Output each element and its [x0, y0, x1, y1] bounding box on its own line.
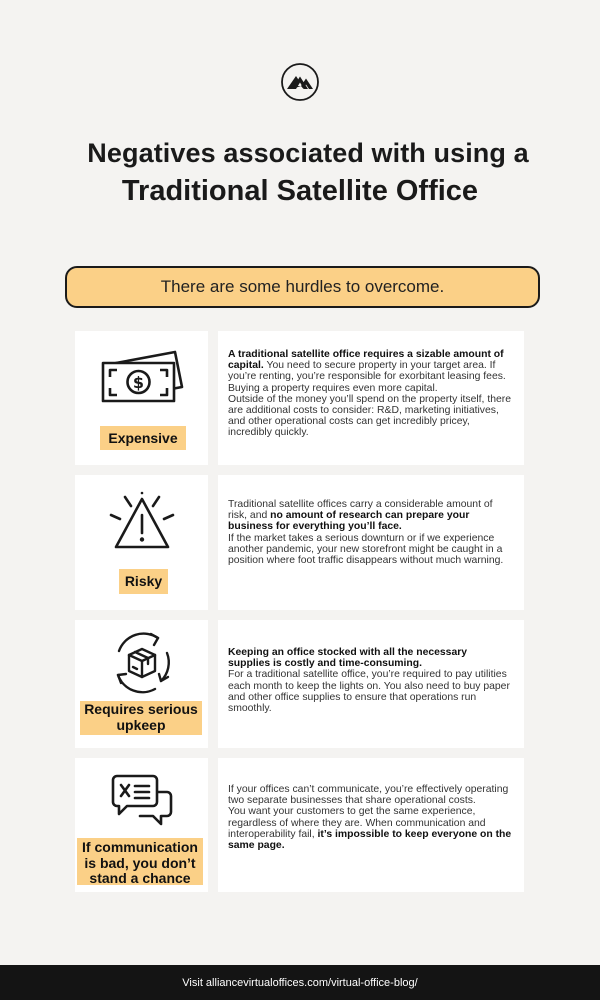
text-card-upkeep — [218, 620, 524, 748]
page-title — [0, 135, 600, 210]
text-card-risky — [218, 475, 524, 610]
icon-card-risky — [75, 475, 208, 610]
chat-bubbles-icon — [109, 772, 175, 828]
title-line-1: Negatives associated with using a — [87, 138, 529, 168]
expensive-p1: You need to secure property in your target area. If you’re renting, you’re responsible for exorbitant leasing fees. Buying a property requires even more capital. — [228, 360, 506, 394]
communication-description — [228, 784, 512, 851]
money-bill-icon — [99, 347, 185, 405]
expensive-p2: Outside of the money you’ll spend on the property itself, there are additional costs to consider: R&D, marketing initiatives, and other operational costs can get incredibly pricey, incredibly quickly. — [228, 393, 512, 439]
text-card-communication — [218, 758, 524, 892]
risky-p2: If the market takes a serious downturn or if we experience another pandemic, your new storefront might be caught in a position where foot traffic disappears without much warning. — [228, 532, 504, 567]
icon-card-expensive — [75, 331, 208, 465]
label-upkeep: Requires serious upkeep — [80, 701, 202, 735]
warning-icon — [104, 491, 180, 553]
label-communication: If communication is bad, you don’t stand a chance — [77, 838, 203, 885]
logo-icon — [281, 63, 319, 101]
title-line-2: Traditional Satellite Office — [121, 175, 479, 207]
expensive-bold: A traditional satellite office requires a sizable amount of capital. — [228, 349, 504, 372]
communication-p2: You want your customers to get the same experience, regardless of where they are. When communication and interoperability fail, — [228, 806, 486, 840]
label-risky: Risky — [119, 569, 168, 594]
communication-p1: If your offices can’t communicate, you’re effectively operating two separate businesses that share operational costs. — [228, 784, 509, 807]
expensive-description — [228, 349, 512, 439]
svg-text:$: $ — [132, 373, 144, 392]
upkeep-p2: For a traditional satellite office, you’re required to pay utilities each month to keep the lights on. You also need to buy paper and other office supplies to ensure that operations run smoothly. — [228, 669, 510, 715]
icon-card-upkeep — [75, 620, 208, 748]
label-expensive: Expensive — [100, 426, 186, 450]
upkeep-bold: Keeping an office stocked with all the necessary supplies is costly and time-consuming. — [228, 647, 468, 670]
hurdles-banner: There are some hurdles to overcome. — [65, 266, 540, 308]
icon-card-communication — [75, 758, 208, 892]
risky-bold: no amount of research can prepare your business for everything you’ll face. — [228, 510, 470, 533]
upkeep-description — [228, 647, 512, 714]
box-refresh-icon — [108, 629, 176, 695]
communication-bold: it’s impossible to keep everyone on the same page. — [228, 828, 512, 852]
risky-p1: Traditional satellite offices carry a considerable amount of risk, and — [228, 499, 493, 522]
footer-link[interactable]: Visit alliancevirtualoffices.com/virtual-office-blog/ — [0, 965, 600, 1000]
risky-description — [228, 499, 512, 566]
text-card-expensive — [218, 331, 524, 465]
